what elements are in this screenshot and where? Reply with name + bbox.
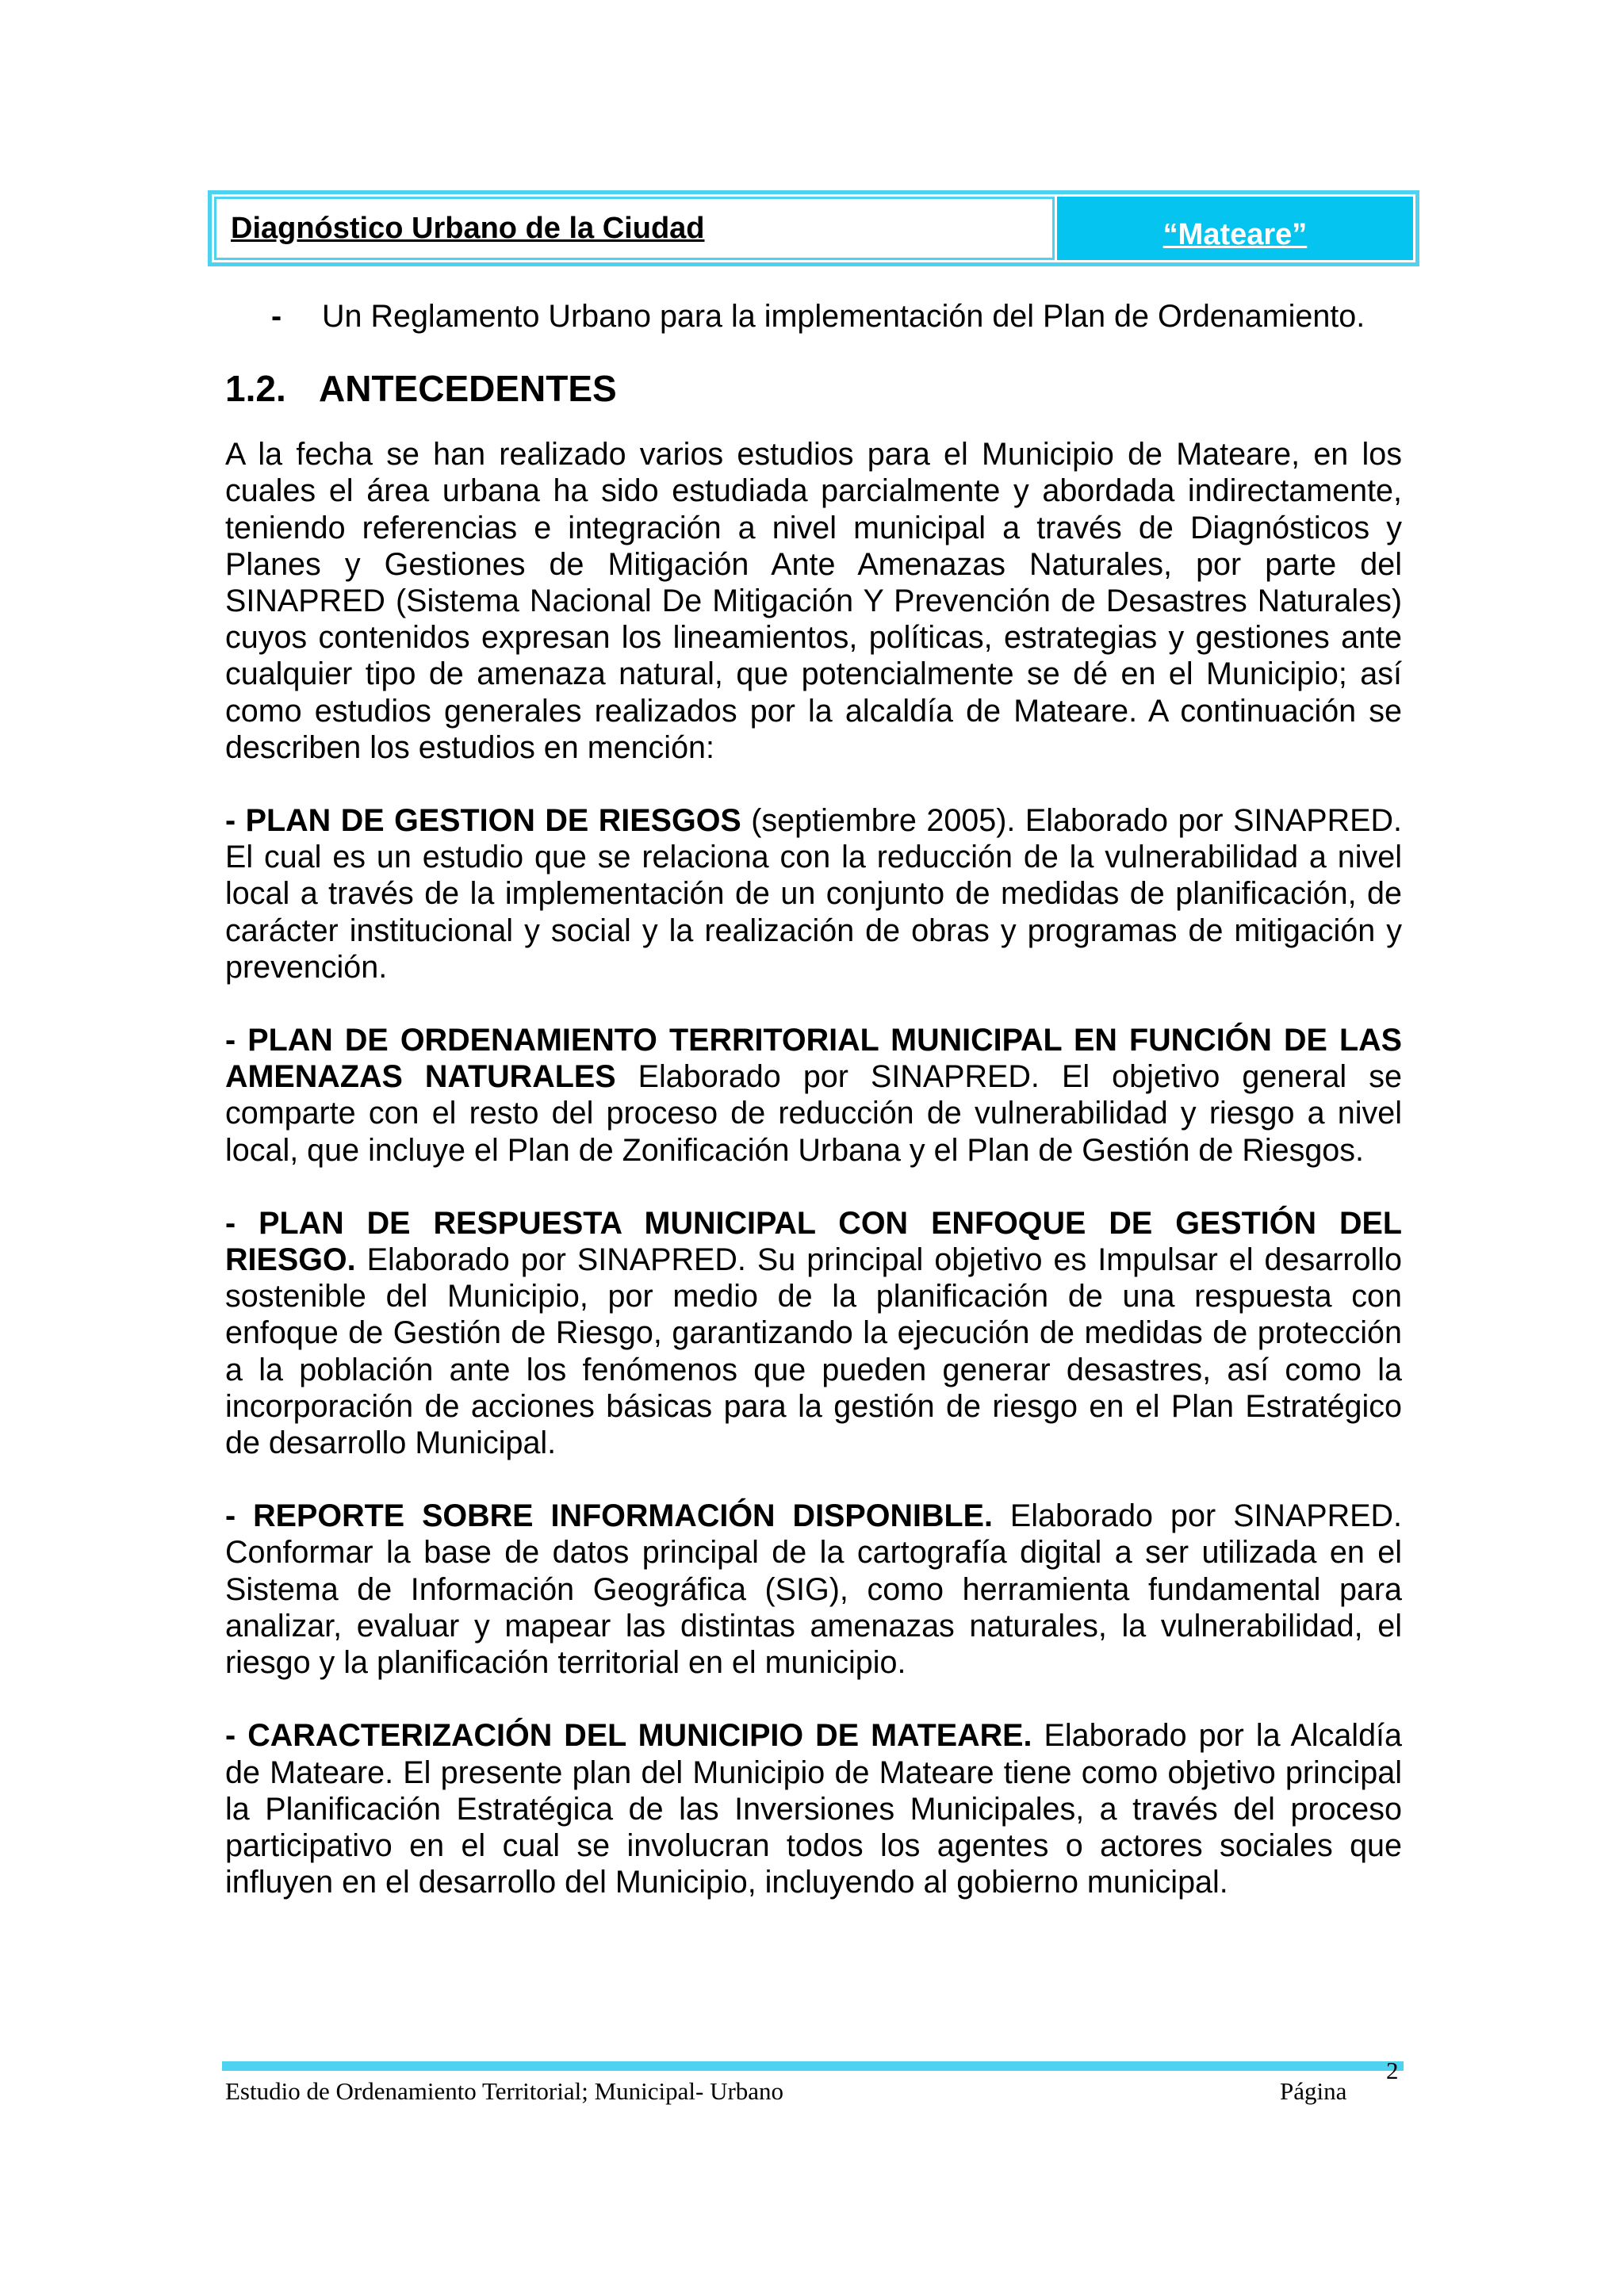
paragraph-bold: - REPORTE SOBRE INFORMACIÓN DISPONIBLE. xyxy=(225,1498,993,1534)
paragraph-text: Elaborado por SINAPRED. Su principal objetivo es Impulsar el desarrollo sostenible del Municipio, por medio de la planificación de una respuesta con enfoque de Gestión de Riesgo, garantizando la ejecución de medidas de protección a la población ante los fenómenos que pueden generar desastres, así como la incorporación de acciones básicas para la gestión de riesgo en el Plan Estratégico de desarrollo Municipal. xyxy=(225,1242,1402,1461)
paragraph-text: Elaborado por la Alcaldía de Mateare. El presente plan del Municipio de Mateare tiene como objetivo principal la Planificación Estratégica de las Inversiones Municipales, a través del proceso participativo en el cual se involucran todos los agentes o actores sociales que influyen en el desarrollo del Municipio, incluyendo al gobierno municipal. xyxy=(225,1718,1402,1900)
paragraph-plan-ordenamiento xyxy=(225,1022,1402,1169)
header-city: “Mateare” xyxy=(1057,197,1413,260)
intro-bullet xyxy=(271,298,1402,335)
paragraph-text: Elaborado por SINAPRED. El objetivo general se comparte con el resto del proceso de reducción de vulnerabilidad y riesgo a nivel local, que incluye el Plan de Zonificación Urbana y el Plan de Gestión de Riesgos. xyxy=(225,1059,1402,1168)
bullet-dash: - xyxy=(271,299,282,334)
footer-document-title: Estudio de Ordenamiento Territorial; Municipal- Urbano xyxy=(225,2077,784,2105)
section-heading xyxy=(225,366,1402,411)
paragraph-bold: - PLAN DE GESTION DE RIESGOS xyxy=(225,803,741,839)
bullet-text: Un Reglamento Urbano para la implementación del Plan de Ordenamiento. xyxy=(322,299,1365,334)
section-number: 1.2. xyxy=(225,368,286,410)
paragraph-text: Elaborado por SINAPRED. Conformar la base de datos principal de la cartografía digital a ser utilizada en el Sistema de Información Geográfica (SIG), como herramienta fundamental para analizar, evaluar y mapear las distintas amenazas naturales, la vulnerabilidad, el riesgo y la planificación territorial en el municipio. xyxy=(225,1498,1402,1681)
paragraph-bold: - PLAN DE ORDENAMIENTO TERRITORIAL MUNICIPAL EN FUNCIÓN DE LAS AMENAZAS NATURALES xyxy=(225,1023,1402,1095)
page-header xyxy=(208,190,1419,266)
page-number: 2 xyxy=(1386,2057,1399,2084)
document-body xyxy=(225,298,1402,1937)
paragraph-plan-respuesta xyxy=(225,1205,1402,1461)
paragraph-text: A la fecha se han realizado varios estudios para el Municipio de Mateare, en los cuales el área urbana ha sido estudiada parcialmente y abordada indirectamente, teniendo referencias e integración a nivel municipal a través de Diagnósticos y Planes y Gestiones de Mitigación Ante Amenazas Naturales, por parte del SINAPRED (Sistema Nacional De Mitigación Y Prevención de Desastres Naturales) cuyos contenidos expresan los lineamientos, políticas, estrategias y gestiones ante cualquier tipo de amenaza natural, que potencialmente se dé en el Municipio; así como estudios generales realizados por la alcaldía de Mateare. A continuación se describen los estudios en mención: xyxy=(225,437,1402,765)
paragraph-bold: - CARACTERIZACIÓN DEL MUNICIPIO DE MATEARE. xyxy=(225,1718,1032,1754)
paragraph-plan-gestion-riesgos xyxy=(225,802,1402,985)
paragraph-intro xyxy=(225,436,1402,766)
paragraph-caracterizacion xyxy=(225,1717,1402,1900)
header-title: Diagnóstico Urbano de la Ciudad xyxy=(214,197,1055,260)
paragraph-bold: - PLAN DE RESPUESTA MUNICIPAL CON ENFOQUE DE GESTIÓN DEL RIESGO. xyxy=(225,1205,1402,1278)
paragraph-reporte-informacion xyxy=(225,1498,1402,1681)
footer-page-label: Página xyxy=(1280,2077,1347,2105)
paragraph-text: (septiembre 2005). Elaborado por SINAPRED. El cual es un estudio que se relaciona con la reducción de la vulnerabilidad a nivel local a través de la implementación de un conjunto de medidas de planificación, de carácter institucional y social y la realización de obras y programas de mitigación y prevención. xyxy=(225,803,1402,985)
section-title: ANTECEDENTES xyxy=(319,368,617,410)
footer-divider xyxy=(222,2061,1404,2071)
